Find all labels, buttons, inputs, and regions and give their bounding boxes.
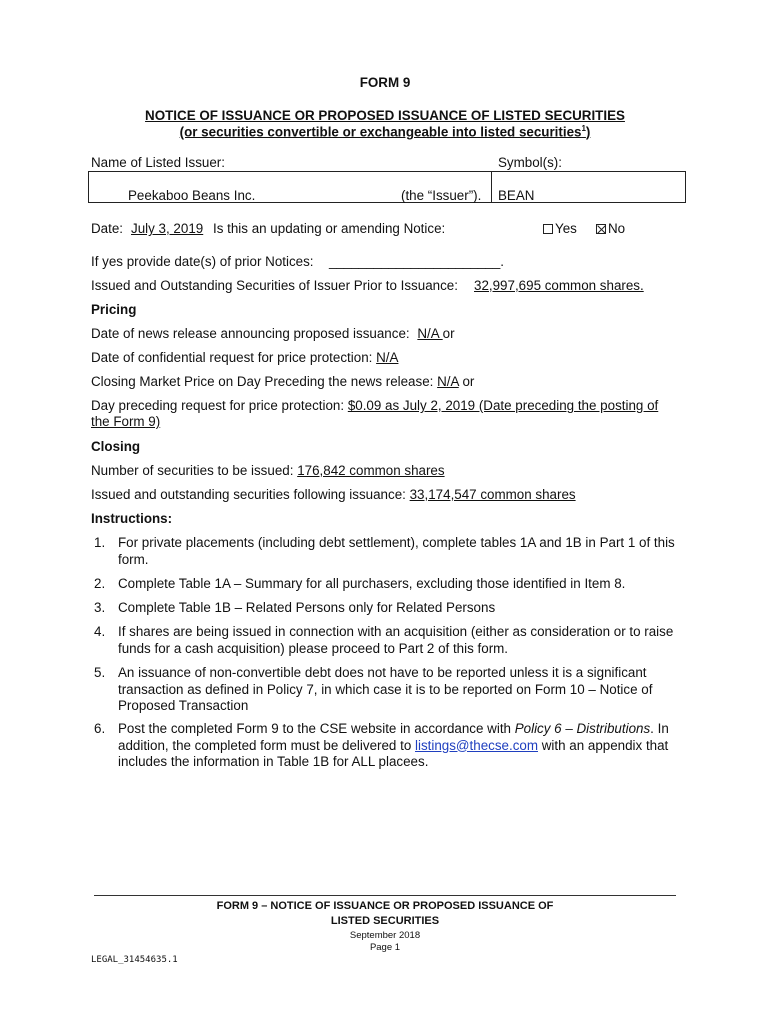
instruction-number: 2. [94, 576, 106, 591]
footnote-ref: 1 [581, 124, 586, 133]
outstanding-value: 32,997,695 common shares. [474, 278, 644, 293]
instruction-text: Complete Table 1A – Summary for all purchasers, excluding those identified in Item 8. [118, 576, 626, 591]
closing-price-value: N/A [437, 374, 459, 389]
instruction-text [118, 721, 683, 771]
amend-question: Is this an updating or amending Notice: [213, 221, 446, 236]
securities-issued-label: Number of securities to be issued: [91, 463, 294, 478]
yes-label: Yes [555, 221, 577, 236]
following-issuance-row [91, 487, 576, 502]
instruction-text-c: with an appendix that includes the information in Table 1B for ALL placees. [118, 737, 669, 769]
instruction-text-b: . In addition, the completed form must be delivered to [118, 721, 669, 753]
doc-id: LEGAL_31454635.1 [91, 955, 178, 965]
news-release-suffix: or [442, 326, 455, 341]
prior-notices-blank: _______________________. [329, 254, 505, 269]
day-preceding-row [91, 398, 658, 413]
footer-date: September 2018 [349, 930, 421, 941]
date-label: Date: [91, 221, 124, 236]
instruction-text: Complete Table 1B – Related Persons only for Related Persons [118, 600, 496, 615]
no-label: No [608, 221, 626, 236]
footer-title-1: FORM 9 – NOTICE OF ISSUANCE OR PROPOSED ISSUANCE OF [216, 900, 554, 912]
subheading-text: (or securities convertible or exchangeable into listed securities [179, 124, 582, 140]
instruction-number: 1. [94, 535, 106, 550]
instruction-number: 3. [94, 600, 106, 615]
footer-divider [94, 895, 676, 896]
issuer-name-value: Peekaboo Beans Inc. [128, 188, 256, 203]
policy-reference: Policy 6 – Distributions [514, 721, 651, 736]
instruction-number: 4. [94, 624, 106, 639]
securities-issued-row [91, 463, 445, 478]
no-checkbox-checked-icon[interactable] [596, 224, 606, 234]
news-release-value: N/A [417, 326, 443, 341]
instructions-heading: Instructions: [91, 511, 173, 526]
instruction-number: 5. [94, 665, 106, 680]
securities-issued-value: 176,842 common shares [297, 463, 445, 478]
confidential-request-row [91, 350, 398, 365]
prior-notices-label: If yes provide date(s) of prior Notices: [91, 254, 314, 269]
yes-option[interactable] [543, 221, 577, 236]
email-link[interactable]: listings@thecse.com [415, 737, 538, 753]
yes-checkbox-icon[interactable] [543, 224, 553, 234]
no-option[interactable] [596, 221, 625, 236]
footer-page: Page 1 [369, 942, 401, 953]
instruction-number: 6. [94, 721, 106, 736]
form-heading: NOTICE OF ISSUANCE OR PROPOSED ISSUANCE OF LISTED SECURITIES [145, 108, 625, 123]
date-value: July 3, 2019 [131, 221, 204, 236]
closing-price-suffix: or [462, 374, 475, 389]
following-issuance-value: 33,174,547 common shares [409, 487, 576, 502]
closing-heading: Closing [91, 439, 141, 454]
symbol-label: Symbol(s): [498, 155, 562, 170]
symbol-value: BEAN [498, 188, 535, 203]
instruction-text: For private placements (including debt settlement), complete tables 1A and 1B in Part 1 of this form. [118, 535, 675, 567]
issuer-suffix: (the “Issuer”). [401, 188, 482, 203]
day-preceding-value-1: $0.09 as July 2, 2019 (Date preceding the posting of [347, 398, 659, 413]
instruction-text: If shares are being issued in connection with an acquisition (either as consideration or to raise funds for a cash acquisition) please proceed to Part 2 of this form. [118, 624, 674, 656]
closing-price-label: Closing Market Price on Day Preceding the news release: [91, 374, 434, 389]
subheading-close: ) [585, 124, 591, 140]
footer-title-2: LISTED SECURITIES [330, 915, 440, 927]
outstanding-label: Issued and Outstanding Securities of Issuer Prior to Issuance: [91, 278, 458, 293]
issuer-name-label: Name of Listed Issuer: [91, 155, 225, 170]
news-release-label: Date of news release announcing proposed issuance: [91, 326, 410, 341]
pricing-heading: Pricing [91, 302, 137, 317]
instruction-text-a: Post the completed Form 9 to the CSE website in accordance with [118, 721, 515, 736]
issuer-box-divider [491, 171, 492, 203]
confidential-request-value: N/A [376, 350, 399, 365]
confidential-request-label: Date of confidential request for price protection: [91, 350, 373, 365]
form-title: FORM 9 [359, 75, 411, 90]
day-preceding-label: Day preceding request for price protection: [91, 398, 345, 413]
day-preceding-value-2: the Form 9) [91, 414, 161, 429]
form-subheading [0, 124, 770, 139]
instruction-text: An issuance of non-convertible debt does not have to be reported unless it is a significant transaction as defined in Policy 7, in which case it is to be reported on Form 10 – Notice of Proposed Transaction [118, 665, 653, 713]
news-release-row [91, 326, 455, 341]
closing-price-row [91, 374, 474, 389]
following-issuance-label: Issued and outstanding securities following issuance: [91, 487, 406, 502]
